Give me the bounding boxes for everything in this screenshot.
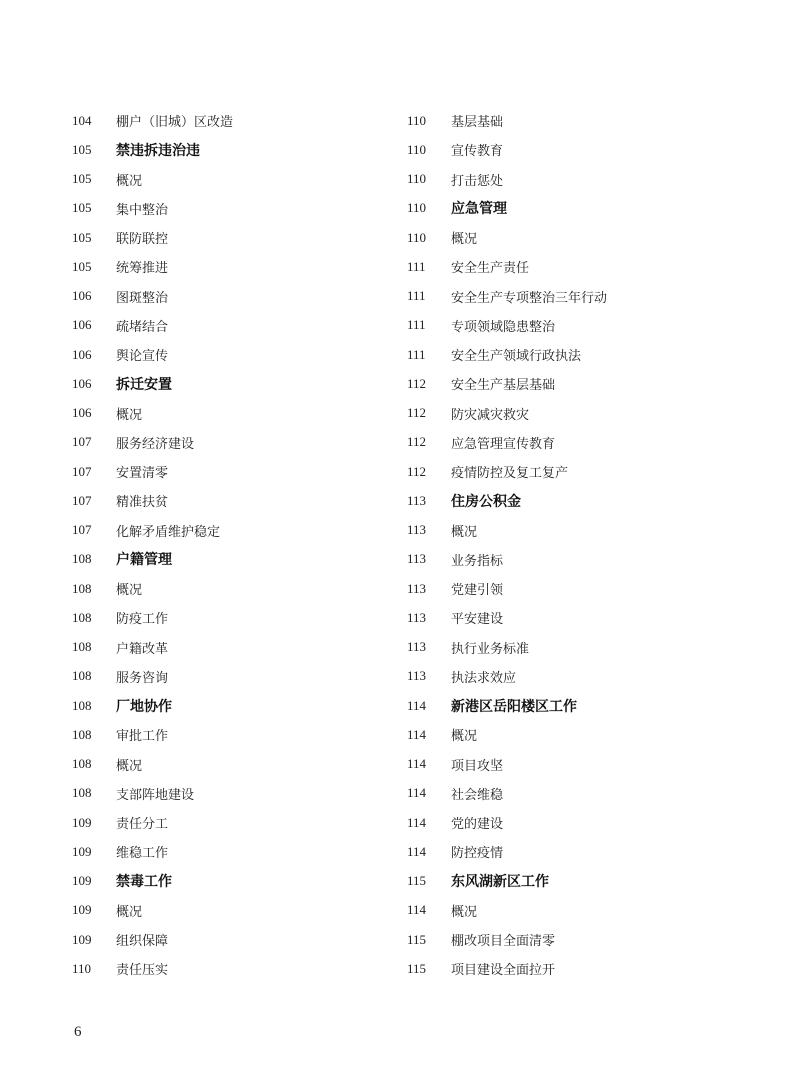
toc-entry bbox=[407, 399, 747, 428]
toc-page-number: 115 bbox=[407, 931, 427, 947]
toc-page-number: 110 bbox=[72, 960, 92, 976]
toc-entry bbox=[72, 311, 382, 340]
toc-page-number: 106 bbox=[72, 346, 92, 362]
toc-entry-title: 概况 bbox=[116, 173, 143, 189]
toc-heading-title: 东风湖新区工作 bbox=[451, 874, 549, 891]
toc-entry bbox=[407, 808, 747, 837]
toc-page-number: 114 bbox=[407, 785, 427, 801]
toc-page-number: 113 bbox=[407, 551, 427, 567]
toc-entry-title: 执行业务标准 bbox=[451, 641, 530, 657]
toc-entry-title: 概况 bbox=[451, 729, 478, 745]
toc-entry-title: 专项领域隐患整治 bbox=[451, 319, 556, 335]
toc-entry bbox=[407, 252, 747, 281]
toc-page-number: 109 bbox=[72, 814, 92, 830]
toc-page-number: 111 bbox=[407, 258, 426, 274]
toc-page-number: 108 bbox=[72, 668, 92, 684]
toc-section-heading bbox=[72, 369, 382, 398]
toc-entry bbox=[72, 808, 382, 837]
toc-entry-title: 责任分工 bbox=[116, 817, 169, 833]
toc-section-heading bbox=[72, 135, 382, 164]
toc-entry-title: 概况 bbox=[116, 904, 143, 920]
toc-entry-title: 维稳工作 bbox=[116, 846, 169, 862]
toc-page-number: 106 bbox=[72, 317, 92, 333]
toc-page-number: 106 bbox=[72, 405, 92, 421]
toc-page-number: 113 bbox=[407, 639, 427, 655]
toc-entry-title: 安全生产责任 bbox=[451, 261, 530, 277]
toc-page-number: 108 bbox=[72, 609, 92, 625]
toc-section-heading bbox=[407, 867, 747, 896]
toc-page-number: 112 bbox=[407, 405, 427, 421]
toc-page-number: 108 bbox=[72, 785, 92, 801]
toc-heading-title: 住房公积金 bbox=[451, 493, 521, 510]
toc-entry-title: 党建引领 bbox=[451, 583, 504, 599]
toc-page-number: 106 bbox=[72, 288, 92, 304]
toc-page-number: 109 bbox=[72, 902, 92, 918]
toc-entry-title: 项目攻坚 bbox=[451, 758, 504, 774]
toc-entry-title: 棚改项目全面清零 bbox=[451, 934, 556, 950]
toc-page-number: 110 bbox=[407, 141, 427, 157]
toc-page-number: 105 bbox=[72, 258, 92, 274]
toc-page-number: 113 bbox=[407, 580, 427, 596]
toc-entry-title: 联防联控 bbox=[116, 232, 169, 248]
toc-entry-title: 户籍改革 bbox=[116, 641, 169, 657]
toc-entry bbox=[407, 223, 747, 252]
toc-page-number: 114 bbox=[407, 726, 427, 742]
toc-entry bbox=[407, 720, 747, 749]
toc-page-number: 108 bbox=[72, 726, 92, 742]
toc-entry bbox=[72, 516, 382, 545]
toc-entry bbox=[407, 925, 747, 954]
toc-entry bbox=[72, 925, 382, 954]
toc-entry bbox=[72, 399, 382, 428]
toc-entry-title: 概况 bbox=[451, 232, 478, 248]
toc-entry-title: 执法求效应 bbox=[451, 670, 517, 686]
toc-page-number: 114 bbox=[407, 814, 427, 830]
toc-entry-title: 安置清零 bbox=[116, 466, 169, 482]
toc-page-number: 113 bbox=[407, 609, 427, 625]
toc-page-number: 109 bbox=[72, 843, 92, 859]
toc-page-number: 105 bbox=[72, 229, 92, 245]
toc-page-number: 108 bbox=[72, 580, 92, 596]
toc-section-heading bbox=[407, 194, 747, 223]
toc-entry bbox=[72, 486, 382, 515]
toc-page-number: 114 bbox=[407, 756, 427, 772]
toc-entry bbox=[407, 282, 747, 311]
toc-entry bbox=[72, 662, 382, 691]
toc-entry bbox=[72, 603, 382, 632]
toc-entry-title: 组织保障 bbox=[116, 934, 169, 950]
toc-entry bbox=[407, 428, 747, 457]
toc-entry bbox=[407, 340, 747, 369]
toc-entry-title: 防控疫情 bbox=[451, 846, 504, 862]
toc-page-number: 108 bbox=[72, 551, 92, 567]
toc-entry bbox=[407, 633, 747, 662]
toc-entry bbox=[407, 311, 747, 340]
toc-heading-title: 拆迁安置 bbox=[116, 376, 172, 393]
toc-entry-title: 疏堵结合 bbox=[116, 319, 169, 335]
toc-page-number: 108 bbox=[72, 756, 92, 772]
toc-page-number: 113 bbox=[407, 522, 427, 538]
toc-page-number: 112 bbox=[407, 463, 427, 479]
toc-page-number: 107 bbox=[72, 522, 92, 538]
toc-entry bbox=[72, 750, 382, 779]
toc-page-number: 114 bbox=[407, 902, 427, 918]
toc-heading-title: 户籍管理 bbox=[116, 552, 172, 569]
toc-page-number: 105 bbox=[72, 200, 92, 216]
toc-entry-title: 概况 bbox=[451, 524, 478, 540]
toc-page-number: 112 bbox=[407, 375, 427, 391]
toc-entry-title: 安全生产领域行政执法 bbox=[451, 349, 582, 365]
toc-entry-title: 党的建设 bbox=[451, 817, 504, 833]
toc-heading-title: 禁毒工作 bbox=[116, 874, 172, 891]
toc-entry bbox=[407, 954, 747, 983]
toc-entry bbox=[72, 165, 382, 194]
toc-page-number: 112 bbox=[407, 434, 427, 450]
toc-entry bbox=[72, 720, 382, 749]
toc-entry-title: 化解矛盾维护稳定 bbox=[116, 524, 221, 540]
toc-entry-title: 舆论宣传 bbox=[116, 349, 169, 365]
toc-entry bbox=[72, 574, 382, 603]
toc-entry-title: 服务经济建设 bbox=[116, 436, 195, 452]
toc-entry-title: 审批工作 bbox=[116, 729, 169, 745]
toc-page-number: 109 bbox=[72, 873, 92, 889]
toc-entry bbox=[72, 106, 382, 135]
toc-heading-title: 新港区岳阳楼区工作 bbox=[451, 698, 577, 715]
toc-entry-title: 概况 bbox=[451, 904, 478, 920]
toc-section-heading bbox=[72, 691, 382, 720]
toc-entry-title: 图斑整治 bbox=[116, 290, 169, 306]
toc-entry-title: 宣传教育 bbox=[451, 144, 504, 160]
toc-entry bbox=[407, 106, 747, 135]
toc-entry bbox=[72, 457, 382, 486]
toc-page-number: 105 bbox=[72, 171, 92, 187]
toc-entry bbox=[72, 954, 382, 983]
toc-page-number: 104 bbox=[72, 112, 92, 128]
toc-page-number: 105 bbox=[72, 141, 92, 157]
toc-entry bbox=[407, 837, 747, 866]
toc-page-number: 107 bbox=[72, 492, 92, 508]
toc-entry-title: 基层基础 bbox=[451, 115, 504, 131]
toc-entry-title: 服务咨询 bbox=[116, 670, 169, 686]
toc-page-number: 110 bbox=[407, 171, 427, 187]
toc-entry-title: 安全生产专项整治三年行动 bbox=[451, 290, 608, 306]
toc-entry bbox=[407, 574, 747, 603]
toc-entry-title: 棚户（旧城）区改造 bbox=[116, 115, 234, 131]
toc-page-number: 107 bbox=[72, 463, 92, 479]
toc-entry-title: 责任压实 bbox=[116, 963, 169, 979]
toc-entry bbox=[72, 282, 382, 311]
toc-entry-title: 打击惩处 bbox=[451, 173, 504, 189]
toc-heading-title: 厂地协作 bbox=[116, 698, 172, 715]
toc-section-heading bbox=[72, 545, 382, 574]
toc-entry-title: 项目建设全面拉开 bbox=[451, 963, 556, 979]
toc-page-number: 113 bbox=[407, 668, 427, 684]
toc-page-number: 111 bbox=[407, 317, 426, 333]
toc-entry bbox=[407, 457, 747, 486]
toc-entry-title: 支部阵地建设 bbox=[116, 787, 195, 803]
toc-entry bbox=[407, 662, 747, 691]
toc-entry-title: 业务指标 bbox=[451, 553, 504, 569]
toc-entry bbox=[72, 223, 382, 252]
toc-entry-title: 平安建设 bbox=[451, 612, 504, 628]
toc-page-number: 111 bbox=[407, 288, 426, 304]
toc-entry-title: 统筹推进 bbox=[116, 261, 169, 277]
toc-heading-title: 禁违拆违治违 bbox=[116, 142, 200, 159]
toc-entry bbox=[72, 340, 382, 369]
toc-page-number: 107 bbox=[72, 434, 92, 450]
toc-entry bbox=[72, 896, 382, 925]
toc-page-number: 110 bbox=[407, 229, 427, 245]
toc-entry-title: 应急管理宣传教育 bbox=[451, 436, 556, 452]
toc-section-heading bbox=[407, 691, 747, 720]
toc-entry-title: 概况 bbox=[116, 407, 143, 423]
toc-entry-title: 概况 bbox=[116, 583, 143, 599]
toc-page-number: 110 bbox=[407, 200, 427, 216]
toc-page-number: 108 bbox=[72, 697, 92, 713]
toc-page-number: 106 bbox=[72, 375, 92, 391]
toc-page-number: 115 bbox=[407, 960, 427, 976]
toc-entry-title: 精准扶贫 bbox=[116, 495, 169, 511]
toc-entry bbox=[72, 252, 382, 281]
toc-entry bbox=[407, 135, 747, 164]
toc-entry bbox=[407, 545, 747, 574]
toc-entry-title: 疫情防控及复工复产 bbox=[451, 466, 569, 482]
toc-entry bbox=[72, 194, 382, 223]
toc-entry bbox=[407, 516, 747, 545]
toc-entry bbox=[72, 837, 382, 866]
toc-entry-title: 集中整治 bbox=[116, 202, 169, 218]
toc-page-number: 115 bbox=[407, 873, 427, 889]
toc-entry-title: 社会维稳 bbox=[451, 787, 504, 803]
toc-entry bbox=[407, 896, 747, 925]
toc-entry bbox=[72, 633, 382, 662]
page-folio: 6 bbox=[74, 1024, 82, 1040]
toc-page-number: 108 bbox=[72, 639, 92, 655]
toc-entry bbox=[407, 603, 747, 632]
toc-entry bbox=[407, 750, 747, 779]
toc-entry bbox=[72, 779, 382, 808]
toc-entry bbox=[72, 428, 382, 457]
toc-column-left bbox=[72, 106, 382, 984]
toc-entry-title: 安全生产基层基础 bbox=[451, 378, 556, 394]
toc-heading-title: 应急管理 bbox=[451, 201, 507, 218]
toc-entry-title: 概况 bbox=[116, 758, 143, 774]
toc-entry-title: 防疫工作 bbox=[116, 612, 169, 628]
toc-entry bbox=[407, 369, 747, 398]
toc-page-number: 114 bbox=[407, 843, 427, 859]
toc-entry-title: 防灾减灾救灾 bbox=[451, 407, 530, 423]
toc-column-right bbox=[407, 106, 747, 984]
toc-section-heading bbox=[72, 867, 382, 896]
toc-page-number: 111 bbox=[407, 346, 426, 362]
toc-entry bbox=[407, 165, 747, 194]
toc-page-number: 114 bbox=[407, 697, 427, 713]
toc-entry bbox=[407, 779, 747, 808]
toc-page-number: 110 bbox=[407, 112, 427, 128]
toc-section-heading bbox=[407, 486, 747, 515]
toc-page-number: 113 bbox=[407, 492, 427, 508]
toc-page-number: 109 bbox=[72, 931, 92, 947]
